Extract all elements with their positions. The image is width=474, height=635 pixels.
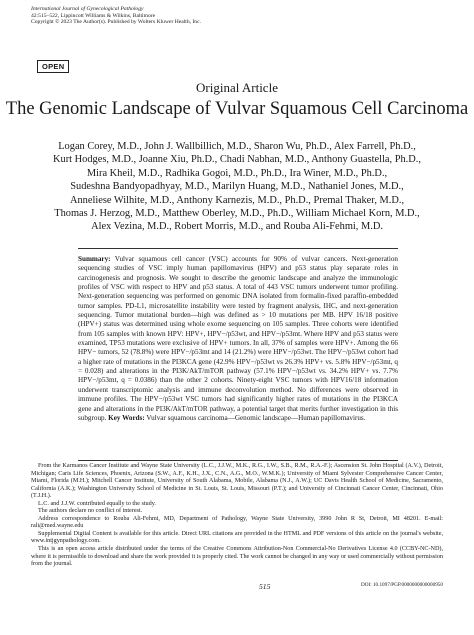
affiliations-note: From the Karmanos Cancer Institute and Wayne State University (L.C., J.J.W., M.K., R.G., I.W., S.B., R.M., R.A.-F.); Ascension St. John Hospital (A.V.), Detroit, Michigan; Caris Life Sciences, Phoenix, Arizona (S.W., A.F., K.H., J.X., C.N., A.G., M.O., W.M.K.); University of Miami Sylvester Comprehensive Cancer Center, Miami, Florida (M.H.); Mitchell Cancer Institute, University of South Alabama, Mobile, Alabama (N.J., A.W.); UC Davis Health School of Medicine, Sacramento, California (A.K.); Washington University School of Medicine in St. Louis, St. Louis, Missouri (P.T.); and University of Cincinnati Cancer Center, Cincinnati, Ohio (T.J.H.). <box>31 463 443 500</box>
author-line: Anneliese Wilhite, M.D., Anthony Karnezis, M.D., Ph.D., Premal Thaker, M.D., <box>69 194 405 206</box>
article-title: The Genomic Landscape of Vulvar Squamous Cell Carcinoma <box>5 99 469 119</box>
author-line: Sudeshna Bandyopadhyay, M.D., Marilyn Huang, M.D., Nathaniel Jones, M.D., <box>70 181 404 193</box>
page-number: 515 <box>259 582 271 591</box>
keywords-text: Vulvar squamous carcinoma—Genomic landscape—Human papillomavirus. <box>146 413 366 422</box>
author-line: Thomas J. Herzog, M.D., Matthew Oberley, M.D., Ph.D., William Michael Korn, M.D., <box>54 208 420 220</box>
footnotes <box>31 463 443 569</box>
contribution-note: L.C. and J.J.W. contributed equally to the study. <box>38 500 156 507</box>
conflict-note: The authors declare no conflict of interest. <box>38 508 143 515</box>
abstract-box <box>78 248 398 461</box>
correspondence-note: Address correspondence to Rouba Ali-Fehmi, MD, Department of Pathology, Wayne State University, 3990 John R St, Detroit, MI 48201. E-mail: rali@med.wayne.edu <box>31 515 443 530</box>
doi-link[interactable]: DOI: 10.1097/PGP.0000000000000950 <box>361 582 443 588</box>
journal-header <box>31 6 201 26</box>
summary-text: Vulvar squamous cell cancer (VSC) accounts for 90% of vulvar cancers. Next-generation sequencing studies of VSC imply human papillomavirus (HPV) and p53 status play separate roles in carcinogenesis and prognosis. We sought to describe the genomic landscape and analyze the immunologic profiles of VSC with respect to HPV and p53 status. A total of 443 VSC tumors underwent tumor profiling. Next-generation sequencing was performed on genomic DNA isolated from formalin-fixed paraffin-embedded tumor samples. PD-L1, microsatellite instability were tested by fragment analysis, IHC, and next-generation sequencing. Tumor mutational burden—high was defined as > 10 mutations per MB. HPV 16/18 positive (HPV+) status was determined using whole exome sequencing on 105 samples. Three cohorts were identified from 105 samples with known HPV: HPV+, HPV−/p53wt, and HPV−/p53mt. Where HPV and p53 status were examined, TP53 mutations were exclusive of HPV+ tumors. In all, 37% of samples were HPV+. Among the 66 HPV− tumors, 52 (78.8%) were HPV−/p53mt and 14 (21.2%) were HPV−/p53wt. The HPV−/p53wt cohort had a higher rate of mutations in the PI3KCA gene (42.9% HPV−/p53wt vs 26.3% HPV+ vs. 5.8% HPV−/p53mt, q = 0.028) and alterations in the PI3K/AkT/mTOR pathway (57.1% HPV−/p53wt vs. 34.2% HPV+ vs. 7.7% HPV−/p53mt, q = 0.0386) than the other 2 cohorts. Ninety-eight VSC tumors with HPV16/18 information underwent transcriptomic analysis and immune deconvolution method. No differences were observed in immune profiles. The HPV−/p53wt VSC tumors had significantly higher rates of mutations in the PI3KCA gene and alterations in the PI3K/AkT/mTOR pathway, a potential target that merits further investigation in this subgroup. <box>78 255 398 422</box>
open-access-badge: OPEN <box>37 60 69 73</box>
author-line: Logan Corey, M.D., John J. Wallbillich, M.D., Sharon Wu, Ph.D., Alex Farrell, Ph.D., <box>58 141 416 152</box>
journal-copyright: Copyright © 2023 The Author(s). Published by Wolters Kluwer Health, Inc. <box>31 19 201 26</box>
journal-volume-line: 42:515–522, Lippincott Williams & Wilkins, Baltimore <box>31 12 156 19</box>
keywords-label: Key Words: <box>108 413 145 422</box>
journal-name: International Journal of Gynecological Pathology <box>31 6 144 12</box>
author-line: Alex Vezina, M.D., Robert Morris, M.D., and Rouba Ali-Fehmi, M.D. <box>91 221 383 233</box>
supplemental-note: Supplemental Digital Content is available for this article. Direct URL citations are provided in the HTML and PDF versions of this article on the journal's website, www.intjgynpathology.com. <box>31 530 443 545</box>
author-line: Mira Kheil, M.D., Radhika Gogoi, M.D., Ph.D., Ira Winer, M.D., Ph.D., <box>86 167 388 179</box>
author-list <box>40 140 434 234</box>
article-type: Original Article <box>196 80 278 95</box>
summary-label: Summary: <box>78 255 111 263</box>
license-note: This is an open access article distributed under the terms of the Creative Commons Attribution-Non Commercial-No Derivatives License 4.0 (CCBY-NC-ND), where it is permissible to download and share the work provided it is properly cited. The work cannot be changed in any way or used commercially without permission from the journal. <box>31 546 443 568</box>
author-line: Kurt Hodges, M.D., Joanne Xiu, Ph.D., Chadi Nabhan, M.D., Anthony Guastella, Ph.D., <box>53 154 421 166</box>
page-footer <box>31 582 443 590</box>
